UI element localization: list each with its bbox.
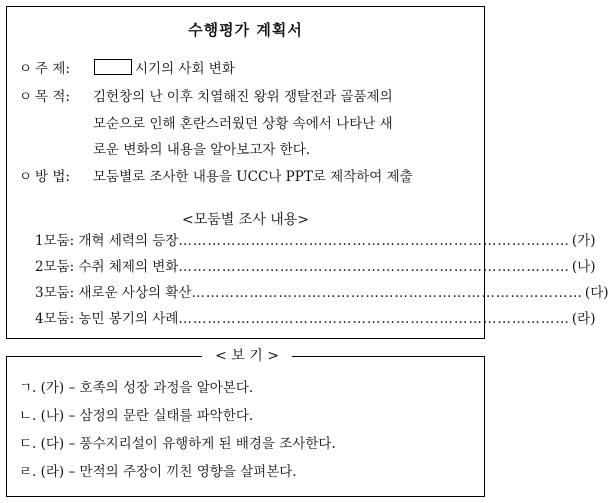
subject-bullet: ㅇ [19, 61, 33, 77]
leader-dots: ……………………………………………………………………… [191, 285, 583, 301]
purpose-label: 목 적: [35, 89, 70, 105]
option-item: ㄹ. (라) – 만적의 주장이 끼친 영향을 살펴본다. [19, 464, 297, 480]
purpose-row [19, 88, 393, 106]
purpose-bullet: ㅇ [19, 89, 33, 105]
purpose-line-3: 로운 변화의 내용을 알아보고자 한다. [93, 142, 311, 158]
option-item: ㄱ. (가) – 호족의 성장 과정을 알아본다. [19, 380, 254, 396]
plan-title: 수행평가 계획서 [188, 21, 303, 39]
groups-title: <모둠별 조사 내용> [181, 212, 310, 228]
method-text: 모둠별로 조사한 내용을 UCC나 PPT로 제작하여 제출 [93, 169, 413, 185]
option-item: ㄴ. (나) – 삼정의 문란 실태를 파악한다. [19, 408, 254, 424]
group-row [35, 310, 596, 328]
subject-blank-box [94, 59, 132, 75]
plan-box [6, 6, 609, 339]
leader-dots: ……………………………………………………………………… [178, 233, 570, 249]
group-name: 4모둠: 농민 봉기의 사례 [35, 311, 179, 327]
group-tag: (가) [571, 233, 596, 249]
method-label: 방 법: [35, 169, 70, 185]
method-row [19, 168, 413, 186]
purpose-line-2: 모순으로 인해 혼란스러웠던 상황 속에서 나타난 새 [93, 116, 393, 132]
purpose-line-1: 김헌창의 난 이후 치열해진 왕위 쟁탈전과 골품제의 [93, 89, 393, 105]
group-name: 1모둠: 개혁 세력의 등장 [35, 233, 179, 249]
group-tag: (다) [584, 285, 609, 301]
subject-label: 주 제: [35, 61, 70, 77]
group-name: 3모둠: 새로운 사상의 확산 [35, 285, 192, 301]
subject-text: 시기의 사회 변화 [135, 61, 235, 77]
method-bullet: ㅇ [19, 169, 33, 185]
leader-dots: ……………………………………………………………………… [178, 311, 570, 327]
options-title: < 보 기 > [202, 347, 292, 365]
group-tag: (라) [571, 311, 596, 327]
options-box [6, 348, 485, 497]
group-row [35, 232, 596, 250]
group-row [35, 258, 596, 276]
group-row [35, 284, 609, 302]
option-item: ㄷ. (다) – 풍수지리설이 유행하게 된 배경을 조사한다. [19, 436, 336, 452]
group-tag: (나) [571, 259, 596, 275]
subject-row [19, 59, 235, 78]
group-name: 2모둠: 수취 체제의 변화 [35, 259, 179, 275]
leader-dots: ……………………………………………………………………… [178, 259, 570, 275]
